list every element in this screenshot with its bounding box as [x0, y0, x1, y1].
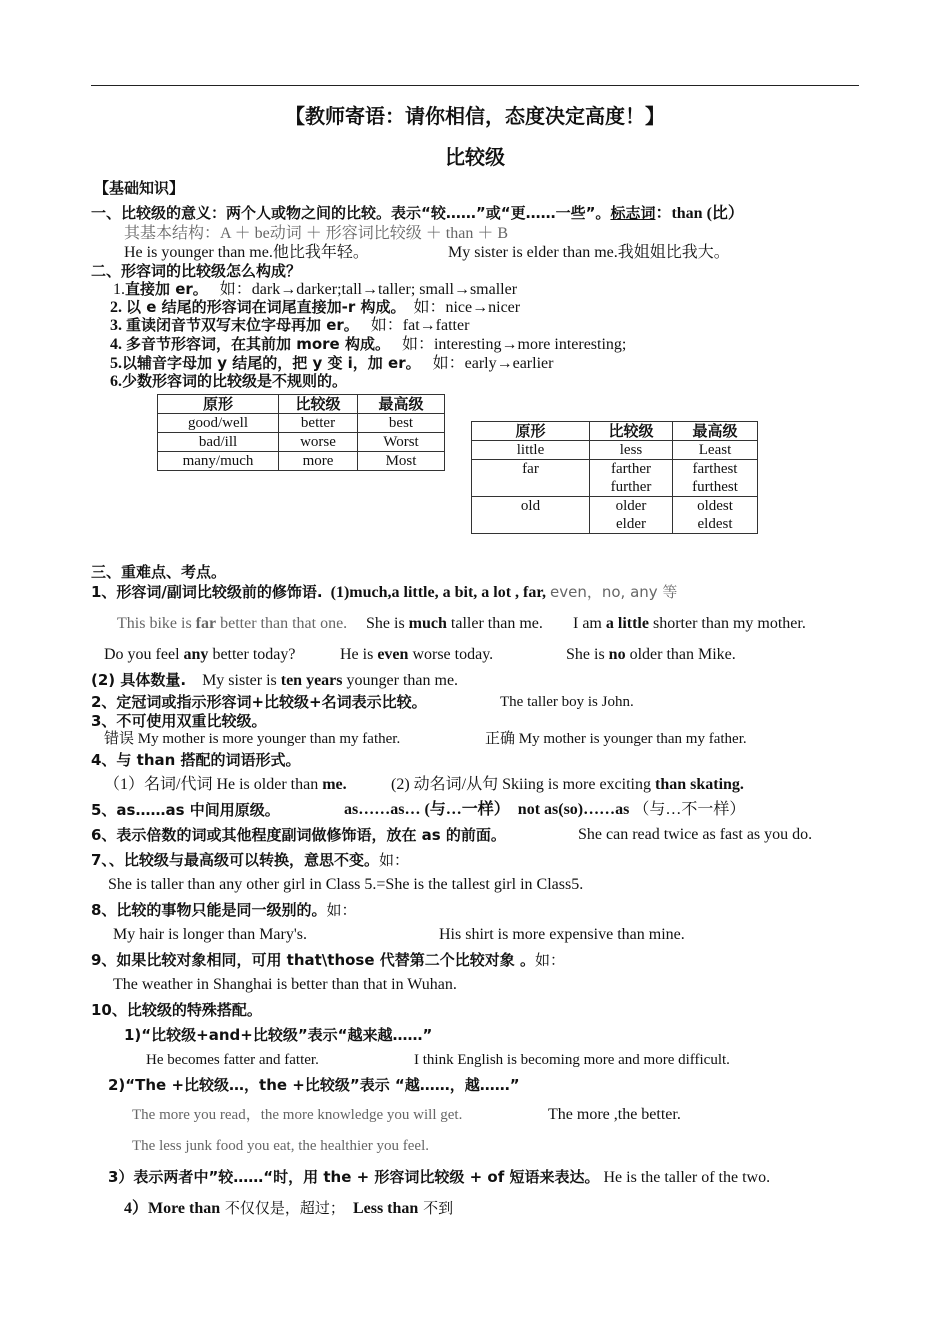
- point3-wrong: 错误 My mother is more younger than my father.: [104, 731, 401, 747]
- point7-example: She is taller than any other girl in Class 5.=She is the tallest girl in Class5.: [108, 876, 584, 893]
- point2-heading: 2、定冠词或指示形容词+比较级+名词表示比较。: [91, 693, 427, 711]
- table-row: good/well better best: [158, 414, 445, 433]
- s1-example-2: My sister is elder than me.我姐姐比我大。: [448, 244, 730, 261]
- irregular-table-2: 原形 比较级 最高级 little less Least far farther further farthest furthest old older elder oldest eldest: [471, 421, 758, 534]
- p10-sub3: 3）表示两者中”较……“时，用 the + 形容词比较级 + of 短语来表达。 He is the taller of the two.: [108, 1168, 771, 1186]
- table-row: little less Least: [472, 441, 758, 460]
- table-row: many/much more Most: [158, 452, 445, 471]
- rule-4: 4. 多音节形容词，在其前加 more 构成。 如：interesting→more interesting;: [110, 335, 627, 353]
- s1-example-1: He is younger than me.他比我年轻。: [124, 244, 369, 261]
- point4-heading: 4、与 than 搭配的词语形式。: [91, 751, 301, 769]
- point6-heading: 6、表示倍数的词或其他程度副词做修饰语，放在 as 的前面。: [91, 826, 506, 844]
- point4-example-2: (2) 动名词/从句 Skiing is more exciting than skating.: [391, 776, 744, 793]
- p10-sub4: 4）More than 不仅仅是，超过； Less than 不到: [124, 1199, 454, 1217]
- point8-example-1: My hair is longer than Mary's.: [113, 926, 307, 943]
- point2-example: The taller boy is John.: [500, 694, 634, 710]
- p10-sub1-example-2: I think English is becoming more and more difficult.: [414, 1052, 730, 1068]
- point5-examples: as……as… (与…一样） not as(so)……as （与…不一样）: [344, 801, 746, 818]
- section2-heading: 二、形容词的比较级怎么构成？: [91, 262, 302, 280]
- point6-example: She can read twice as fast as you do.: [578, 826, 813, 843]
- page-title: 比较级: [445, 145, 505, 169]
- teacher-motto: 【教师寄语：请你相信，态度决定高度！】: [285, 104, 665, 128]
- point10-heading: 10、比较级的特殊搭配。: [91, 1001, 262, 1019]
- p1-example-alittle: I am a little shorter than my mother.: [573, 615, 806, 632]
- p1-quantity: (2) 具体数量. My sister is ten years younger than me.: [91, 671, 459, 689]
- rule-6: 6.少数形容词的比较级是不规则的。: [110, 372, 348, 390]
- p10-sub1: 1)“比较级+and+比较级”表示“越来越……”: [124, 1026, 433, 1044]
- point3-right: 正确 My mother is younger than my father.: [485, 731, 747, 747]
- rule-5: 5.以辅音字母加 y 结尾的，把 y 变 i，加 er。 如：early→earlier: [110, 354, 554, 372]
- p10-sub2-example-1: The more you read，the more knowledge you will get.: [132, 1107, 463, 1123]
- rule-3: 3. 重读闭音节双写末位字母再加 er。 如：fat→fatter: [110, 316, 470, 334]
- p1-example-no: She is no older than Mike.: [566, 646, 736, 663]
- point1-heading: 1、形容词/副词比较级前的修饰语. (1)much,a little, a bit, a lot , far, even，no, any 等: [91, 583, 678, 601]
- point8-example-2: His shirt is more expensive than mine.: [439, 926, 685, 943]
- point9-example: The weather in Shanghai is better than that in Wuhan.: [113, 976, 457, 993]
- rule-1: 1.直接加 er。 如：dark→darker;tall→taller; small→smaller: [113, 280, 518, 298]
- p10-sub2-example-2: The more ,the better.: [548, 1106, 681, 1123]
- table-row: bad/ill worse Worst: [158, 433, 445, 452]
- p1-example-row1: This bike is far better than that one.: [117, 615, 348, 632]
- p10-sub2: 2)“The +比较级…，the +比较级”表示 “越……，越……”: [108, 1076, 520, 1094]
- point3-heading: 3、不可使用双重比较级。: [91, 712, 267, 730]
- top-rule: [91, 85, 859, 86]
- p1-example-much: She is much taller than me.: [366, 615, 543, 632]
- p1-example-any: Do you feel any better today?: [104, 646, 296, 663]
- s1-structure: 其基本结构：A ＋ be动词 ＋ 形容词比较级 ＋ than ＋ B: [124, 225, 508, 242]
- point5-heading: 5、as……as 中间用原级。: [91, 801, 280, 819]
- basics-heading: 【基础知识】: [94, 179, 185, 197]
- point8-heading: 8、比较的事物只能是同一级别的。如：: [91, 901, 357, 919]
- section1-heading: 一、比较级的意义：两个人或物之间的比较。表示“较……”或“更……一些”。标志词：than (比）: [91, 204, 744, 222]
- p1-example-even: He is even worse today.: [340, 646, 494, 663]
- irregular-table-1: 原形 比较级 最高级 good/well better best bad/ill worse Worst many/much more Most: [157, 394, 445, 471]
- p10-sub2-example-3: The less junk food you eat, the healthier you feel.: [132, 1138, 429, 1154]
- point4-example-1: （1）名词/代词 He is older than me.: [104, 776, 347, 793]
- p10-sub1-example-1: He becomes fatter and fatter.: [146, 1052, 319, 1068]
- point7-heading: 7、、比较级与最高级可以转换，意思不变。如：: [91, 851, 409, 869]
- section3-heading: 三、重难点、考点。: [91, 563, 227, 581]
- rule-2: 2. 以 e 结尾的形容词在词尾直接加-r 构成。 如：nice→nicer: [110, 298, 521, 316]
- point9-heading: 9、如果比较对象相同，可用 that\those 代替第二个比较对象 。如：: [91, 951, 565, 969]
- table-row: far farther further farthest furthest: [472, 460, 758, 497]
- table-row: old older elder oldest eldest: [472, 497, 758, 534]
